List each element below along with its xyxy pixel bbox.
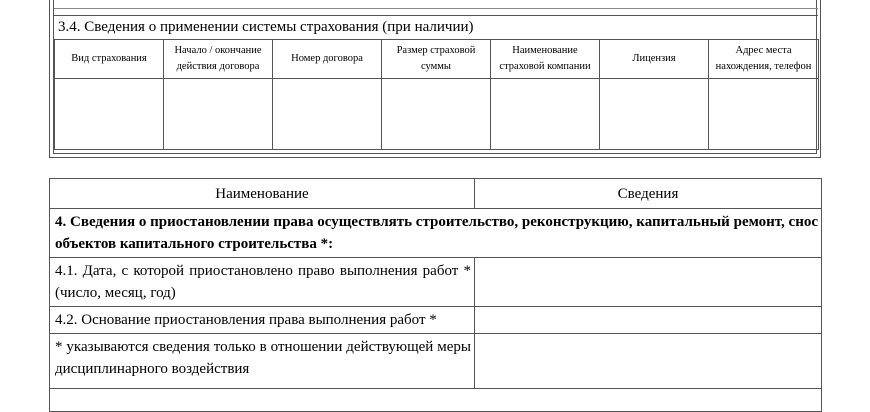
row-label-suspension-date: 4.1. Дата, с которой приостановлено право выполнения работ * (число, месяц, год) [50, 258, 475, 307]
insurance-section-inner-frame [53, 0, 817, 154]
column-header-insured-amount: Размер страховой суммы [382, 40, 491, 79]
column-header-contract-number: Номер договора [273, 40, 382, 79]
row-label-suspension-basis: 4.2. Основание приостановления права выполнения работ * [50, 307, 475, 334]
column-header-insurance-type: Вид страхования [55, 40, 164, 79]
insured-amount-cell[interactable] [382, 79, 491, 150]
suspension-table-header-row [50, 179, 822, 209]
table-row [50, 307, 822, 334]
suspension-basis-value[interactable] [475, 307, 822, 334]
column-header-license: Лицензия [600, 40, 709, 79]
column-header-address-phone: Адрес места нахождения, телефон [709, 40, 819, 79]
insurer-name-cell[interactable] [491, 79, 600, 150]
suspension-date-value[interactable] [475, 258, 822, 307]
column-header-info: Сведения [475, 179, 822, 209]
section-4-title: 4. Сведения о приостановлении права осуществлять строительство, реконструкцию, капитальный ремонт, снос объектов капитального строительства *: [50, 209, 822, 258]
insurance-table [54, 39, 819, 150]
section-title-row [50, 209, 822, 258]
contract-period-cell[interactable] [164, 79, 273, 150]
column-header-contract-period: Начало / окончание действия договора [164, 40, 273, 79]
column-header-insurer-name: Наименование страховой компании [491, 40, 600, 79]
insurance-section-title: 3.4. Сведения о применении системы страхования (при наличии) [54, 15, 818, 39]
divider [54, 8, 818, 9]
insurance-type-cell[interactable] [55, 79, 164, 150]
empty-trailing-cell[interactable] [50, 389, 822, 412]
insurance-table-row [55, 79, 819, 150]
insurance-section-frame [49, 0, 821, 158]
table-row [50, 389, 822, 412]
address-phone-cell[interactable] [709, 79, 819, 150]
contract-number-cell[interactable] [273, 79, 382, 150]
suspension-table [49, 178, 822, 412]
table-row [50, 334, 822, 389]
row-label-footnote: * указываются сведения только в отношении действующей меры дисциплинарного воздействия [50, 334, 475, 389]
insurance-table-header-row [55, 40, 819, 79]
license-cell[interactable] [600, 79, 709, 150]
footnote-value[interactable] [475, 334, 822, 389]
column-header-name: Наименование [50, 179, 475, 209]
table-row [50, 258, 822, 307]
